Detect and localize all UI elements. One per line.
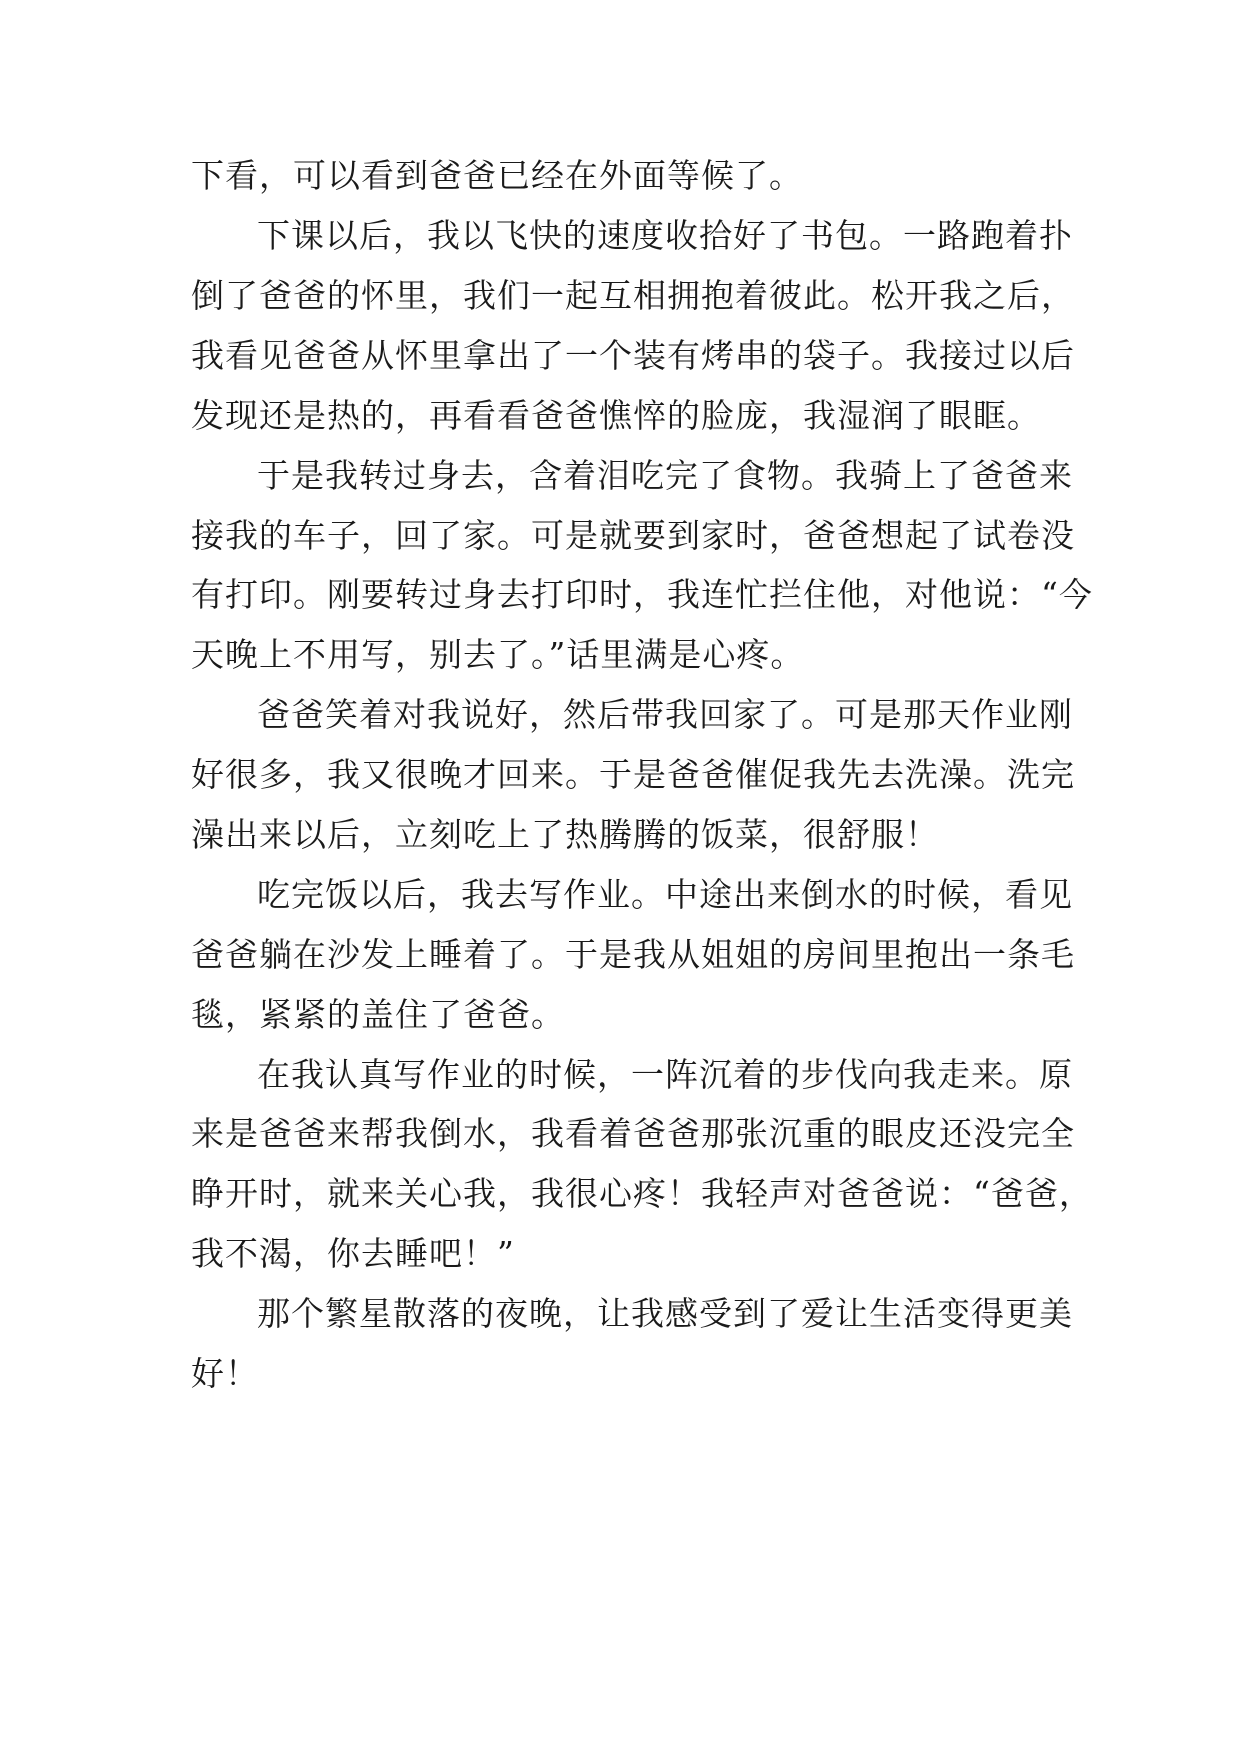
text-line: 下看，可以看到爸爸已经在外面等候了。 bbox=[191, 156, 803, 195]
text-line: 澡出来以后，立刻吃上了热腾腾的饭菜，很舒服！ bbox=[191, 815, 939, 854]
paragraph-start-line: 爸爸笑着对我说好，然后带我回家了。可是那天作业刚 bbox=[257, 695, 1073, 734]
paragraph-start-line: 在我认真写作业的时候，一阵沉着的步伐向我走来。原 bbox=[257, 1055, 1073, 1094]
text-line: 来是爸爸来帮我倒水，我看着爸爸那张沉重的眼皮还没完全 bbox=[191, 1114, 1075, 1153]
text-line: 倒了爸爸的怀里，我们一起互相拥抱着彼此。松开我之后， bbox=[191, 276, 1075, 315]
text-line: 毯，紧紧的盖住了爸爸。 bbox=[191, 995, 565, 1034]
text-line: 我看见爸爸从怀里拿出了一个装有烤串的袋子。我接过以后 bbox=[191, 336, 1075, 375]
text-line: 天晚上不用写，别去了。”话里满是心疼。 bbox=[191, 635, 805, 674]
paragraph-start-line: 于是我转过身去，含着泪吃完了食物。我骑上了爸爸来 bbox=[257, 456, 1073, 495]
paragraph-start-line: 那个繁星散落的夜晚，让我感受到了爱让生活变得更美 bbox=[257, 1294, 1073, 1333]
text-line: 好！ bbox=[191, 1354, 259, 1393]
text-line: 好很多，我又很晚才回来。于是爸爸催促我先去洗澡。洗完 bbox=[191, 755, 1075, 794]
text-line: 发现还是热的，再看看爸爸憔悴的脸庞，我湿润了眼眶。 bbox=[191, 396, 1041, 435]
text-line: 爸爸躺在沙发上睡着了。于是我从姐姐的房间里抱出一条毛 bbox=[191, 935, 1075, 974]
text-line: 有打印。刚要转过身去打印时，我连忙拦住他，对他说：“今 bbox=[191, 575, 1093, 614]
text-line: 接我的车子，回了家。可是就要到家时，爸爸想起了试卷没 bbox=[191, 516, 1075, 555]
text-line: 我不渴，你去睡吧！” bbox=[191, 1234, 515, 1273]
paragraph-start-line: 下课以后，我以飞快的速度收拾好了书包。一路跑着扑 bbox=[257, 216, 1073, 255]
paragraph-start-line: 吃完饭以后，我去写作业。中途出来倒水的时候，看见 bbox=[257, 875, 1073, 914]
text-line: 睁开时，就来关心我，我很心疼！我轻声对爸爸说：“爸爸， bbox=[191, 1174, 1093, 1213]
